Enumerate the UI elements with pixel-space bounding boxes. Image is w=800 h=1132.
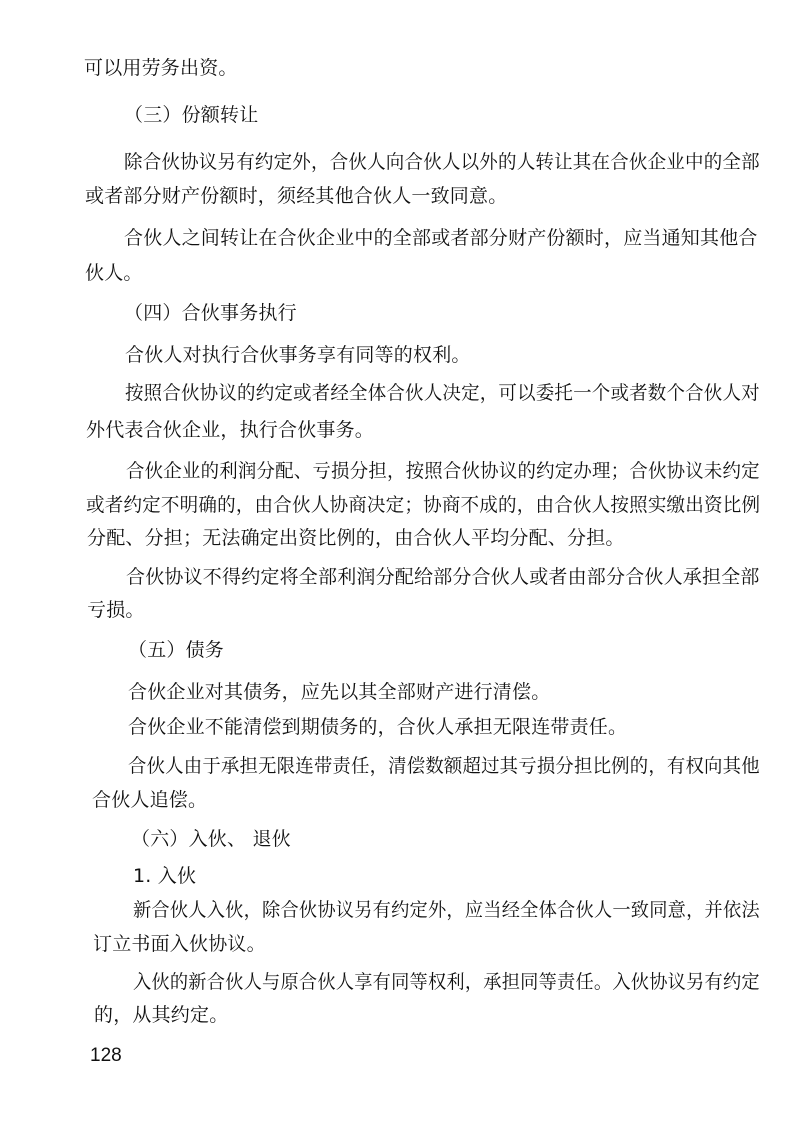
text-line: 或者约定不明确的，由合伙人协商决定；协商不成的，由合伙人按照实缴出资比例 xyxy=(86,494,761,516)
text-line: 可以用劳务出资。 xyxy=(84,57,238,79)
text-line: 伙人。 xyxy=(85,262,143,284)
text-line: 分配、分担；无法确定出资比例的，由合伙人平均分配、分担。 xyxy=(87,527,625,549)
text-line: 合伙协议不得约定将全部利润分配给部分合伙人或者由部分合伙人承担全部 xyxy=(126,566,760,588)
text-line: 按照合伙协议的约定或者经全体合伙人决定，可以委托一个或者数个合伙人对 xyxy=(125,382,760,404)
text-line: 外代表合伙企业，执行合伙事务。 xyxy=(86,419,375,441)
section-heading: （六）入伙、 退伙 xyxy=(131,828,291,850)
section-heading: （三）份额转让 xyxy=(124,104,259,126)
section-heading: （四）合伙事务执行 xyxy=(124,302,297,324)
page-number: 128 xyxy=(90,1045,122,1066)
text-line: 新合伙人入伙，除合伙协议另有约定外，应当经全体合伙人一致同意，并依法 xyxy=(133,899,760,921)
text-line: 合伙企业对其债务，应先以其全部财产进行清偿。 xyxy=(128,681,551,703)
text-line: 合伙人由于承担无限连带责任，清偿数额超过其亏损分担比例的，有权向其他 xyxy=(128,755,760,777)
text-line: 合伙企业的利润分配、亏损分担，按照合伙协议的约定办理；合伙协议未约定 xyxy=(126,460,760,482)
text-line: 订立书面入伙协议。 xyxy=(93,933,266,955)
text-line: 亏损。 xyxy=(87,599,145,621)
text-line: 合伙人之间转让在合伙企业中的全部或者部分财产份额时，应当通知其他合 xyxy=(124,227,758,249)
text-line: 合伙人追偿。 xyxy=(92,789,208,811)
text-line: 合伙人对执行合伙事务享有同等的权利。 xyxy=(125,344,471,366)
text-line: 或者部分财产份额时，须经其他合伙人一致同意。 xyxy=(85,185,508,207)
text-line: 合伙企业不能清偿到期债务的，合伙人承担无限连带责任。 xyxy=(128,716,628,738)
text-line: 入伙的新合伙人与原合伙人享有同等权利，承担同等责任。入伙协议另有约定 xyxy=(133,971,760,993)
section-heading: （五）债务 xyxy=(128,639,225,661)
text-line: 除合伙协议另有约定外，合伙人向合伙人以外的人转让其在合伙企业中的全部 xyxy=(124,151,760,173)
subsection-heading: 1. 入伙 xyxy=(133,865,197,887)
text-line: 的，从其约定。 xyxy=(94,1004,229,1026)
